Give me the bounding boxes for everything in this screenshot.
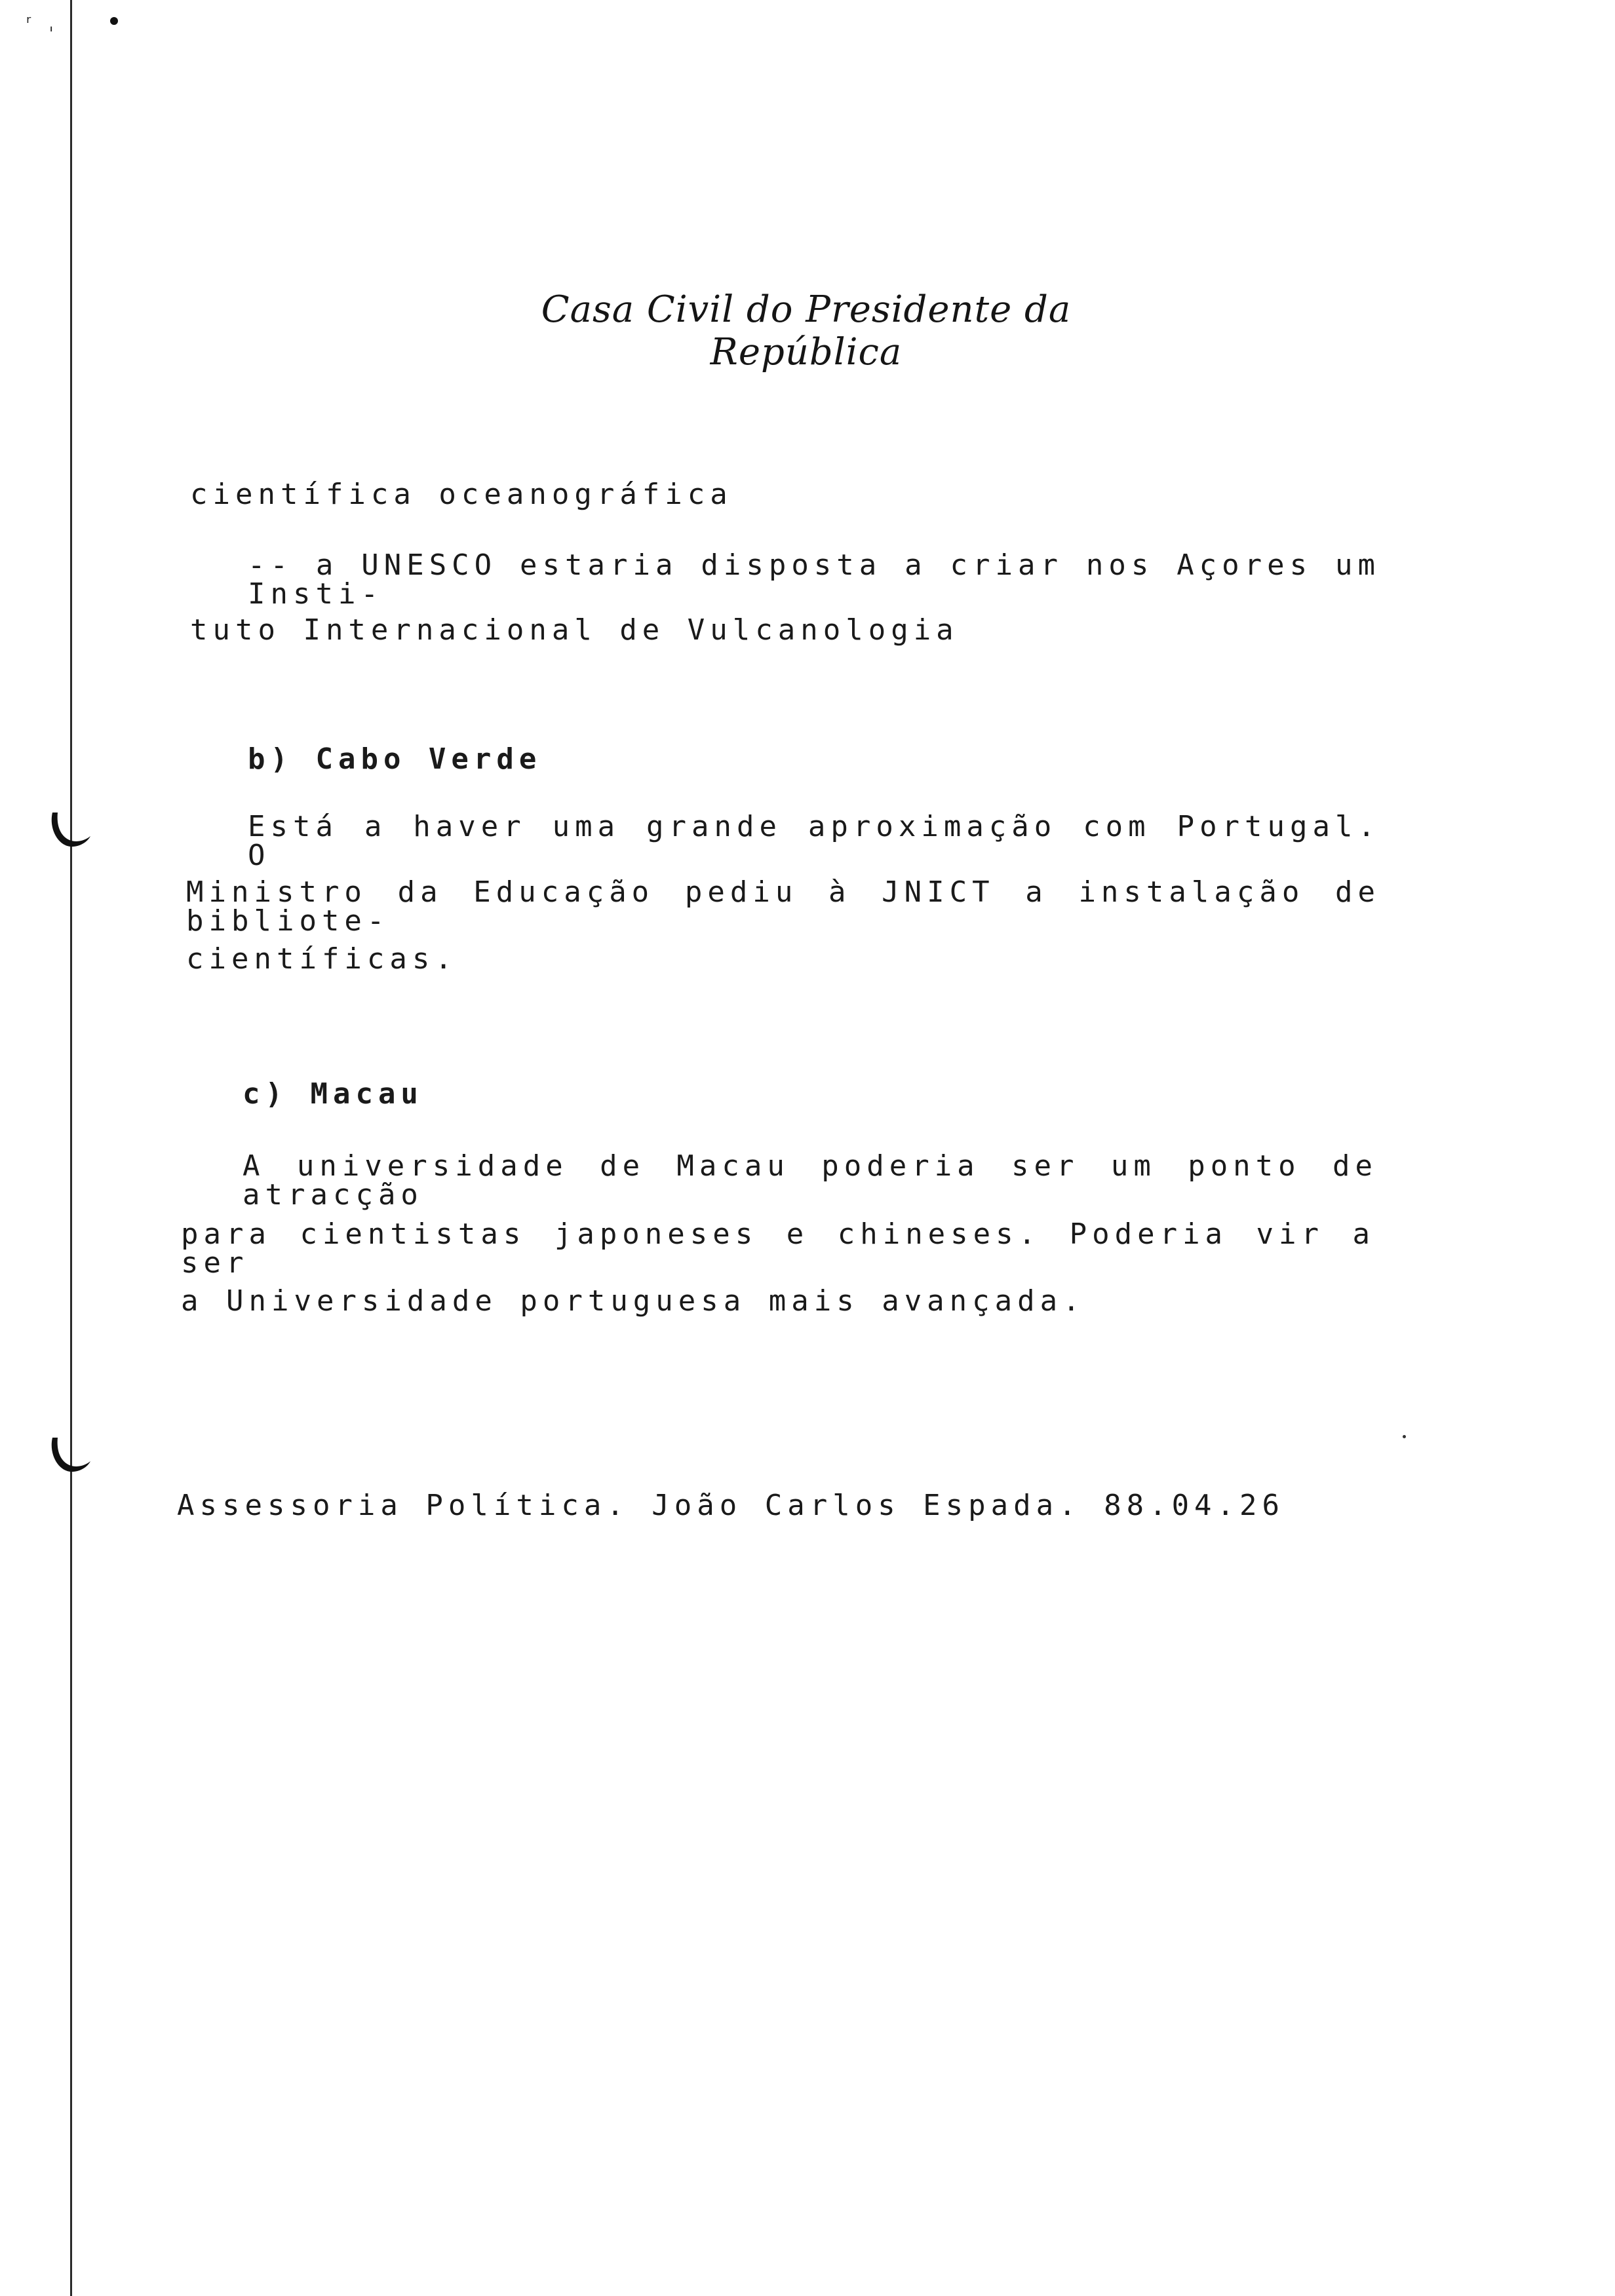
corner-scan-mark: ʳ ˌ — [24, 12, 57, 33]
paragraph-line: Está a haver uma grande aproximação com Portugal. O — [248, 810, 1380, 872]
punch-hole-mark-lower — [47, 1435, 92, 1476]
section-heading-cabo-verde: b) Cabo Verde — [248, 742, 542, 776]
letterhead-title: Casa Civil do Presidente da República — [541, 288, 1072, 373]
paragraph-line: para cientistas japoneses e chineses. Poderia vir a ser — [181, 1217, 1375, 1280]
paragraph-line: científicas. — [186, 942, 457, 976]
punch-hole-mark-upper — [47, 810, 92, 851]
corner-scan-dot — [110, 17, 118, 25]
intro-line: tuto Internacional de Vulcanologia — [190, 613, 959, 647]
binding-margin-line — [70, 0, 72, 2296]
paragraph-line: a Universidade portuguesa mais avançada. — [181, 1284, 1085, 1318]
intro-line: -- a UNESCO estaria disposta a criar nos Açores um Insti- — [248, 548, 1380, 611]
paragraph-line: A universidade de Macau poderia ser um ponto de atracção — [243, 1149, 1378, 1212]
intro-line: científica oceanográfica — [190, 478, 733, 511]
section-heading-macau: c) Macau — [243, 1077, 423, 1111]
signature-line: Assessoria Política. João Carlos Espada. 88.04.26 — [177, 1489, 1285, 1522]
paragraph-line: Ministro da Educação pediu à JNICT a instalação de bibliote- — [186, 875, 1380, 938]
scan-speck — [1403, 1435, 1406, 1438]
